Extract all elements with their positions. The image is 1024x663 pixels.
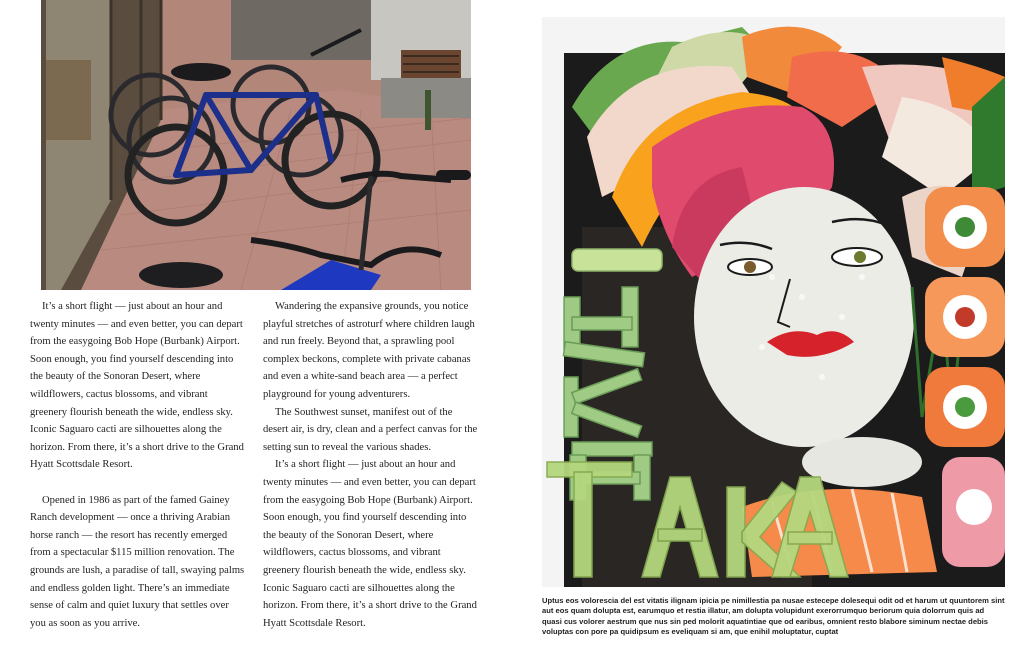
bicycles-photo [41,0,471,290]
paragraph: Opened in 1986 as part of the famed Gainey Ranch development — once a thriving Arabian horse ranch — the resort has recently emerged from a spectacular $115 million renovation. The grounds are lush, a paradise of tall, swaying palms and endless golden light. There’s an immediate sense of calm and quiet luxury that settles over you as soon as you arrive. [30,494,245,629]
paragraph: It’s a short flight — just about an hour and twenty minutes — and even better, you can depart from the easygoing Bob Hope (Burbank) Airport. Soon enough, you find yourself descending into the beauty of the Sonoran Desert, where wildflowers, cactus blossoms, and vibrant greenery flourish beneath the wide, endless sky. Iconic Saguaro cacti are silhouettes along the horizon. From there, it’s a short drive to the Grand Hyatt Scottsdale Resort. [263,459,477,629]
sushi-art-illustration [542,17,1005,587]
paragraph: Wandering the expansive grounds, you notice playful stretches of astroturf where children laugh and run freely. Beyond that, a sprawling pool complex beckons, complete with private cabanas and even a white-sand beach area — a perfect playground for young adventurers. [263,301,475,400]
article-column-1 [30,298,245,632]
paragraph: It’s a short flight — just about an hour and twenty minutes — and even better, you can depart from the easygoing Bob Hope (Burbank) Airport. Soon enough, you find yourself descending into the beauty of the Sonoran Desert, where wildflowers, cactus blossoms, and vibrant greenery flourish beneath the wide, endless sky. Iconic Saguaro cacti are silhouettes along the horizon. From there, it’s a short drive to the Grand Hyatt Scottsdale Resort. [30,301,244,471]
sushi-art-photo [542,17,1005,587]
bicycles-illustration [41,0,471,290]
paragraph: The Southwest sunset, manifest out of the desert air, is dry, clean and a perfect canvas for the setting sun to reveal the various shades. [263,406,478,453]
photo-caption: Uptus eos volorescia del est vitatis ilignam ipicia pe nimillestia pa nusae estecepe dolesequi odit od et harum ut quuntorem sint aut eos quam dolupta est, earumquo et restia illatur, am dolupta volupidunt exerorrumquo beriorum quia dolorrum quis ad quasi cus volorer aestrum que nus sin ped molorit aquatintiae que od earibus, omnient resto blabore siminum nectae debis voluptas con pore pa quidipsum es eveliquam si am, que enihil moluptatur, cuptat [542,596,1005,637]
right-page [512,0,1024,663]
article-column-2 [263,298,478,632]
